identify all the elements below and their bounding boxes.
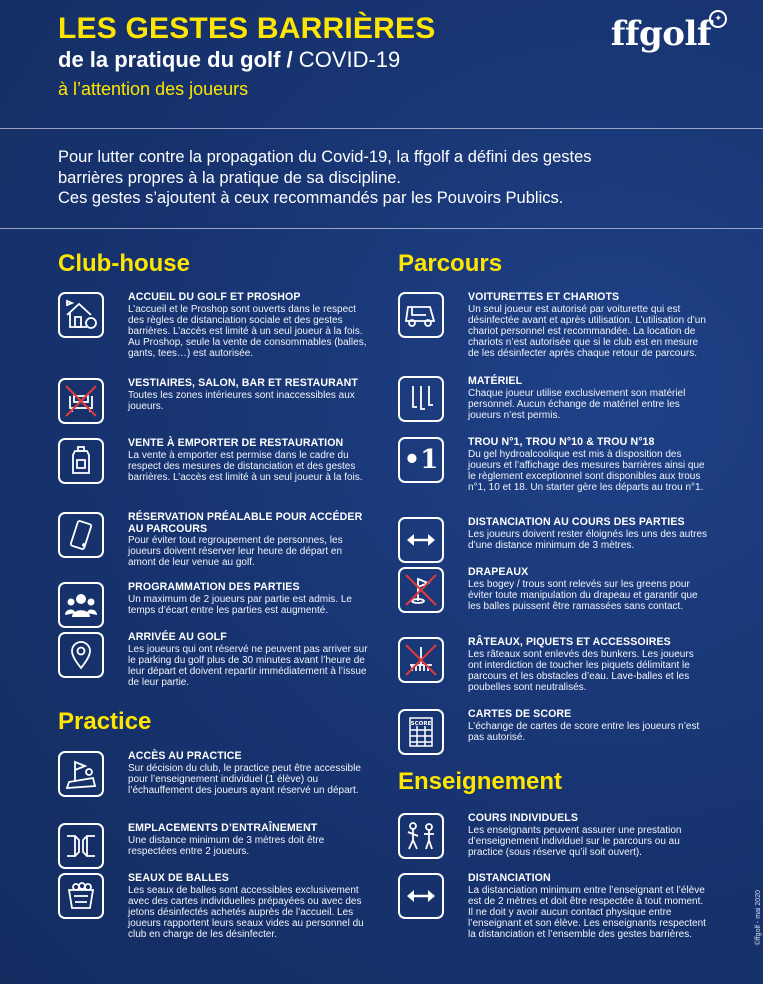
intro [58,147,718,209]
item-title: DISTANCIATION AU COURS DES PARTIES [468,516,685,528]
golf-cart-icon [398,292,444,338]
divider-bottom [0,228,763,229]
item-title: PROGRAMMATION DES PARTIES [128,581,300,593]
item-text: Sur décision du club, le practice peut être accessible pour l’enseignement individuel (1 élève) ou l’échauffement des joueurs ayant réservé un départ. [128,762,361,796]
item-title: TROU N°1, TROU N°10 & TROU N°18 [468,436,655,448]
copyright: ©ffgolf - mai 2020 [755,890,762,946]
item-title: VOITURETTES ET CHARIOTS [468,291,620,303]
intro-line-2: barrières propres à la pratique de sa discipline. [58,168,402,187]
group-icon [58,582,104,628]
main-title: LES GESTES BARRIÈRES [58,12,436,45]
location-pin-icon [58,632,104,678]
item-title: ACCÈS AU PRACTICE [128,750,242,762]
takeaway-bottle-icon [58,438,104,484]
item-text: L’accueil et le Proshop sont ouverts dans le respect des règles de distanciation sociale et des gestes barrières. L’accès est limité à un seul joueur à la fois. Au Proshop, seule la vente de consommables (balles, gants, tees…) est autorisée. [128,303,367,360]
item-text: Les bogey / trous sont relevés sur les greens pour éviter toute manipulation du drapeau et garantir que les balles puissent être ramassées sans contact. [468,578,698,612]
subtitle-bold: de la pratique du golf / [58,47,293,72]
section-title-parcours: Parcours [398,250,503,277]
subtitle-covid: COVID-19 [292,47,401,72]
divider-top [0,128,763,129]
item-title: DRAPEAUX [468,566,529,578]
item-title: ACCUEIL DU GOLF ET PROSHOP [128,291,301,303]
item-text: Les enseignants peuvent assurer une prestation d’enseignement individuel sur le parcours ou au practice (sous réserve qu’il soit ouvert). [468,824,682,858]
section-title-practice: Practice [58,708,152,735]
item-text: Les seaux de balles sont accessibles exclusivement avec des cartes individuelles prépayées ou avec des jetons désinfectés achetés auprès de l’accueil. Les joueurs rapportent leurs seaux vides au personnel du club en charge de les désinfecter. [128,884,364,941]
item-title: RÂTEAUX, PIQUETS ET ACCESSOIRES [468,636,671,648]
distance-arrows-icon [398,873,444,919]
subtitle [58,46,618,74]
item-text: Un maximum de 2 joueurs par partie est admis. Le temps d’écart entre les parties est augmenté. [128,593,352,616]
rake-crossed-icon [398,637,444,683]
item-title: DISTANCIATION [468,872,551,884]
item-text: Toutes les zones intérieures sont inaccessibles aux joueurs. [128,389,355,412]
item-text: Les joueurs qui ont réservé ne peuvent pas arriver sur le parking du golf plus de 30 minutes avant l’heure de leur départ et doivent repartir immédiatement à l’issue de leur partie. [128,643,368,689]
section-title-enseignement: Enseignement [398,768,563,795]
practice-bays-icon [58,823,104,869]
ffgolf-logo [610,14,722,54]
item-title: EMPLACEMENTS D’ENTRAÎNEMENT [128,822,318,834]
item-text: Pour éviter tout regroupement de personnes, les joueurs doivent réserver leur heure de départ en amont de leur venue au golf. [128,535,343,569]
coach-student-icon [398,813,444,859]
item-title: SEAUX DE BALLES [128,872,229,884]
distance-arrows-icon [398,517,444,563]
section-title-clubhouse: Club-house [58,250,190,277]
item-text: Les râteaux sont enlevés des bunkers. Les joueurs ont interdiction de toucher les piquets délimitant le parcours et les obstacles d’eau. Lave-balles et les poubelles sont neutralisés. [468,648,694,694]
hole-number-label: •1 [403,445,439,475]
header [58,12,618,102]
item-title: ARRIVÉE AU GOLF [128,631,227,643]
item-text: Les joueurs doivent rester éloignés les uns des autres d’une distance minimum de 3 mètres. [468,528,708,551]
logo-mark-icon: ✦ [709,10,727,28]
item-text: Un seul joueur est autorisé par voiturette qui est désinfectée avant et après utilisation. L’utilisation d’un chariot personnel est recommandée. La location de chariots n’est autorisée que si le club est en mesure de les désinfecter après chaque retour de parcours. [468,303,706,360]
item-text: La vente à emporter est permise dans le cadre du respect des mesures de distanciation et des gestes barrières. L’accès est limité à un seul joueur à la fois. [128,449,363,483]
intro-line-1: Pour lutter contre la propagation du Covid-19, la ffgolf a défini des gestes [58,148,592,166]
item-text: Chaque joueur utilise exclusivement son matériel personnel. Aucun échange de matériel entre les joueurs n’est permis. [468,387,686,421]
practice-flag-icon [58,751,104,797]
house-golf-icon [58,292,104,338]
intro-line-3: Ces gestes s’ajoutent à ceux recommandés par les Pouvoirs Publics. [58,189,564,207]
logo-text: ffgolf [610,14,711,54]
item-title: RÉSERVATION PRÉALABLE POUR ACCÉDER AU PARCOURS [128,511,363,535]
item-text: Une distance minimum de 3 mètres doit être respectées entre 2 joueurs. [128,834,325,857]
item-title: VESTIAIRES, SALON, BAR ET RESTAURANT [128,377,359,389]
item-title: COURS INDIVIDUELS [468,812,579,824]
item-title: MATÉRIEL [468,375,523,387]
armchair-crossed-icon [58,378,104,424]
item-text: L’échange de cartes de score entre les joueurs n’est pas autorisé. [468,720,700,743]
score-card-icon [398,709,444,755]
hydro-gel-icon [398,437,444,483]
score-icon-label: SCORE [410,721,432,727]
flag-crossed-icon [398,567,444,613]
golf-clubs-icon [398,376,444,422]
item-text: La distanciation minimum entre l’enseignant et l’élève est de 2 mètres et doit être respectée à tout moment. Il ne doit y avoir aucun contact physique entre l’enseignant et son élève. Les enseignants respectent la distanciation et l’ensemble des gestes barrières. [468,884,706,941]
ball-bucket-icon [58,873,104,919]
audience: à l’attention des joueurs [58,79,249,99]
item-title: CARTES DE SCORE [468,708,572,720]
phone-icon [58,512,104,558]
item-text: Du gel hydroalcoolique est mis à disposition des joueurs et l’affichage des mesures barrières ainsi que le règlement exceptionnel sont disponibles aux trous n°1, 10 et 18. Un starter gère les départs au trou n°1. [468,448,705,494]
item-title: VENTE À EMPORTER DE RESTAURATION [128,437,344,449]
